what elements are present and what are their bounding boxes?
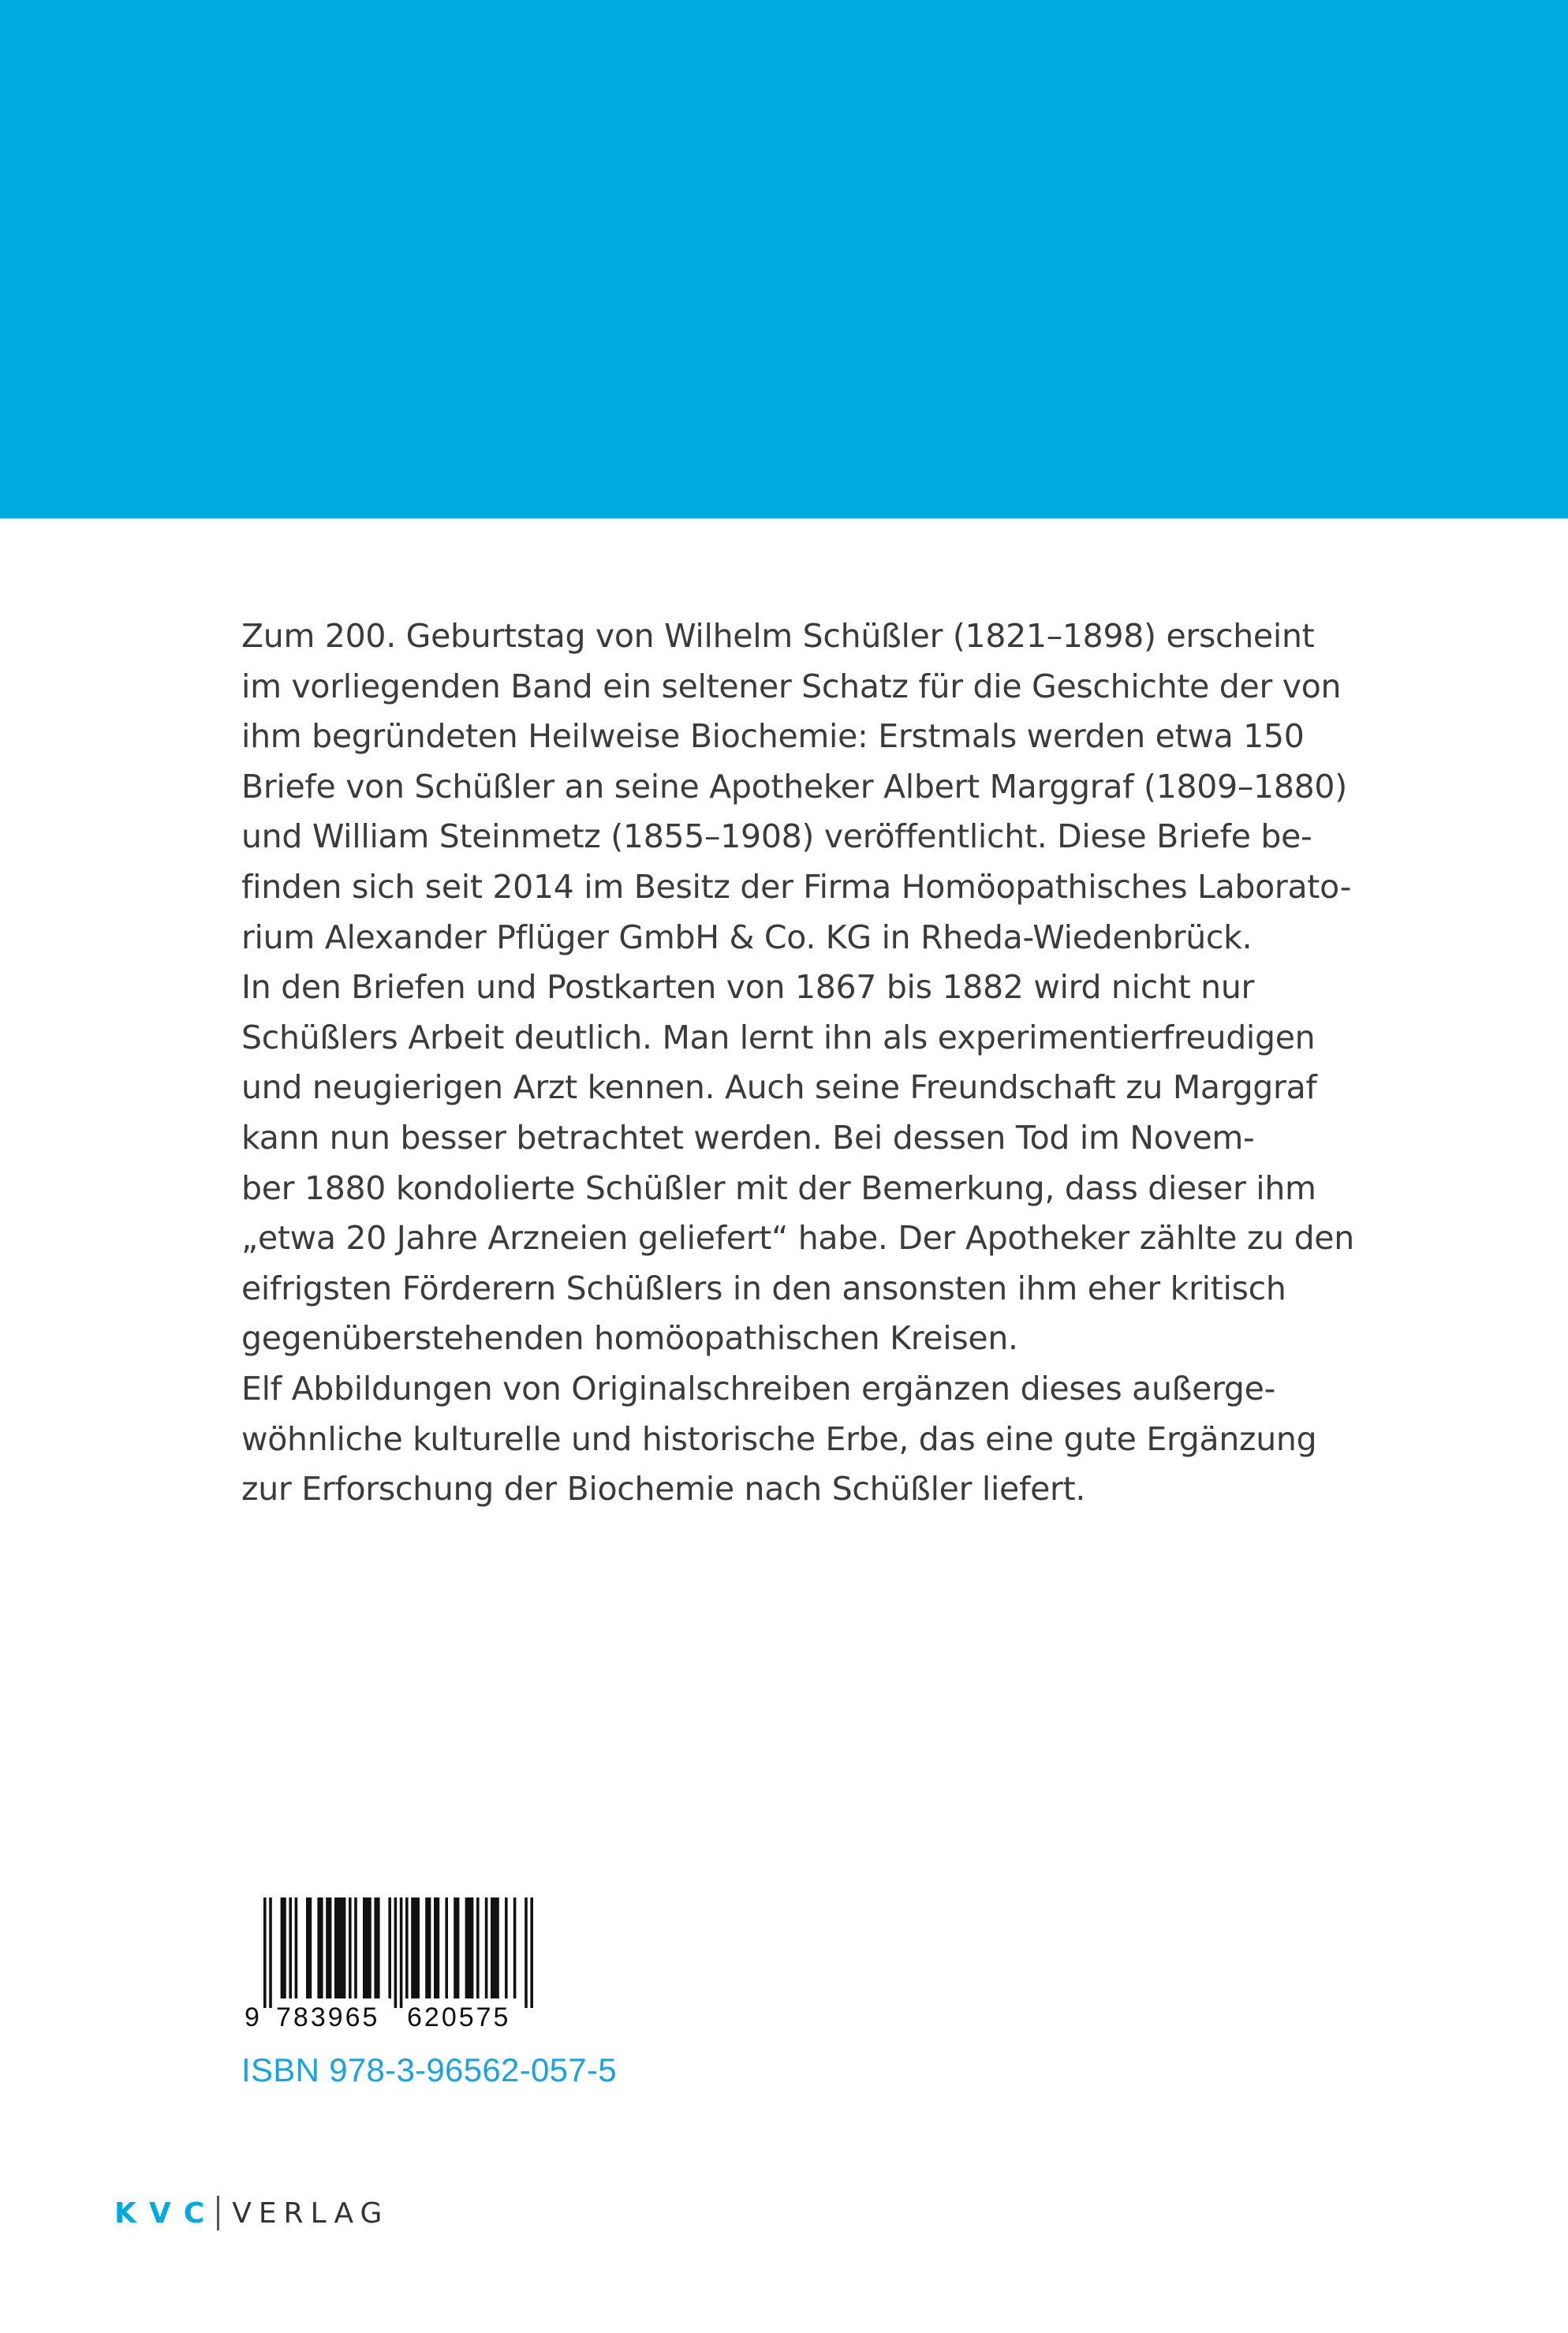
barcode-bars — [241, 1897, 541, 2008]
blurb-line: im vorliegenden Band ein seltener Schatz für die Geschichte der von — [241, 667, 1342, 705]
barcode-bar — [354, 1897, 357, 1998]
barcode-bar — [405, 1897, 409, 1998]
barcode-bar — [411, 1897, 420, 1998]
barcode-bar — [530, 1897, 533, 2008]
publisher-brand: KVC — [114, 2197, 218, 2230]
barcode-bar — [400, 1897, 403, 2008]
barcode-bar — [476, 1897, 480, 1998]
isbn-number: ISBN 978-3-96562-057-5 — [241, 2051, 617, 2088]
barcode-bar — [491, 1897, 499, 1998]
barcode-bar — [454, 1897, 459, 1998]
blurb-line: Schüßlers Arbeit deutlich. Man lernt ihn als experimentierfreudigen — [241, 1018, 1316, 1056]
barcode-bar — [295, 1897, 298, 1998]
barcode-right-group: 620575 — [407, 2002, 511, 2032]
barcode-bar — [485, 1897, 488, 1998]
barcode-bar — [434, 1897, 439, 1998]
barcode-bar — [525, 1897, 528, 2008]
barcode-bar — [363, 1897, 371, 1998]
blurb-line: Briefe von Schüßler an seine Apotheker Albert Marggraf (1809–1880) — [241, 767, 1347, 806]
barcode-bar — [306, 1897, 312, 1998]
publisher-divider — [217, 2196, 219, 2230]
publisher-logo — [114, 2193, 389, 2233]
barcode-bar — [513, 1897, 517, 1998]
barcode-digits — [241, 2002, 541, 2042]
blurb-line: gegenüberstehenden homöopathischen Kreisen. — [241, 1319, 1018, 1358]
barcode-bar — [445, 1897, 448, 1998]
barcode-bar — [317, 1897, 323, 1998]
blurb-line: eifrigsten Förderern Schüßlers in den ansonsten ihm eher kritisch — [241, 1269, 1286, 1307]
blurb-line: Elf Abbildungen von Originalschreiben ergänzen dieses außerge- — [241, 1369, 1276, 1408]
barcode-bar — [349, 1897, 352, 1998]
blurb-line: finden sich seit 2014 im Besitz der Firma Homöopathisches Laborato- — [241, 867, 1352, 906]
barcode-left-group: 783965 — [276, 2002, 380, 2032]
blurb-line: und William Steinmetz (1855–1908) veröffentlicht. Diese Briefe be- — [241, 817, 1312, 856]
blurb-line: „etwa 20 Jahre Arzneien geliefert“ habe. Der Apotheker zählte zu den — [241, 1219, 1354, 1258]
blurb-line: kann nun besser betrachtet werden. Bei dessen Tod im Novem- — [241, 1118, 1255, 1157]
barcode-bar — [394, 1897, 398, 2008]
barcode-bar — [263, 1897, 267, 2008]
barcode-lead-digit: 9 — [245, 2002, 259, 2032]
barcode-bar — [289, 1897, 292, 1998]
blurb-line: ihm begründeten Heilweise Biochemie: Erstmals werden etwa 150 — [241, 717, 1305, 756]
blurb-line: In den Briefen und Postkarten von 1867 bis 1882 wird nicht nur — [241, 968, 1255, 1007]
barcode-bar — [505, 1897, 508, 1998]
barcode-bar — [465, 1897, 474, 1998]
barcode-bar — [374, 1897, 379, 1998]
barcode-bar — [425, 1897, 431, 1998]
blurb-line: wöhnliche kulturelle und historische Erbe, das eine gute Ergänzung — [241, 1419, 1317, 1458]
cover-color-band — [0, 0, 1568, 518]
barcode-bar — [281, 1897, 286, 1998]
blurb-line: rium Alexander Pflüger GmbH & Co. KG in Rheda-Wiedenbrück. — [241, 918, 1253, 956]
publisher-name: VERLAG — [232, 2197, 390, 2230]
barcode-bar — [334, 1897, 345, 1998]
barcode-bar — [269, 1897, 272, 2008]
blurb-line: Zum 200. Geburtstag von Wilhelm Schüßler (1821–1898) erscheint — [241, 617, 1315, 655]
blurb-line: zur Erforschung der Biochemie nach Schüßler liefert. — [241, 1470, 1086, 1509]
back-cover-blurb — [241, 611, 1354, 1515]
blurb-line: und neugierigen Arzt kennen. Auch seine Freundschaft zu Marggraf — [241, 1068, 1317, 1107]
barcode-bar — [388, 1897, 391, 1998]
blurb-line: ber 1880 kondolierte Schüßler mit der Bemerkung, dass dieser ihm — [241, 1168, 1316, 1207]
barcode-bar — [326, 1897, 331, 1998]
